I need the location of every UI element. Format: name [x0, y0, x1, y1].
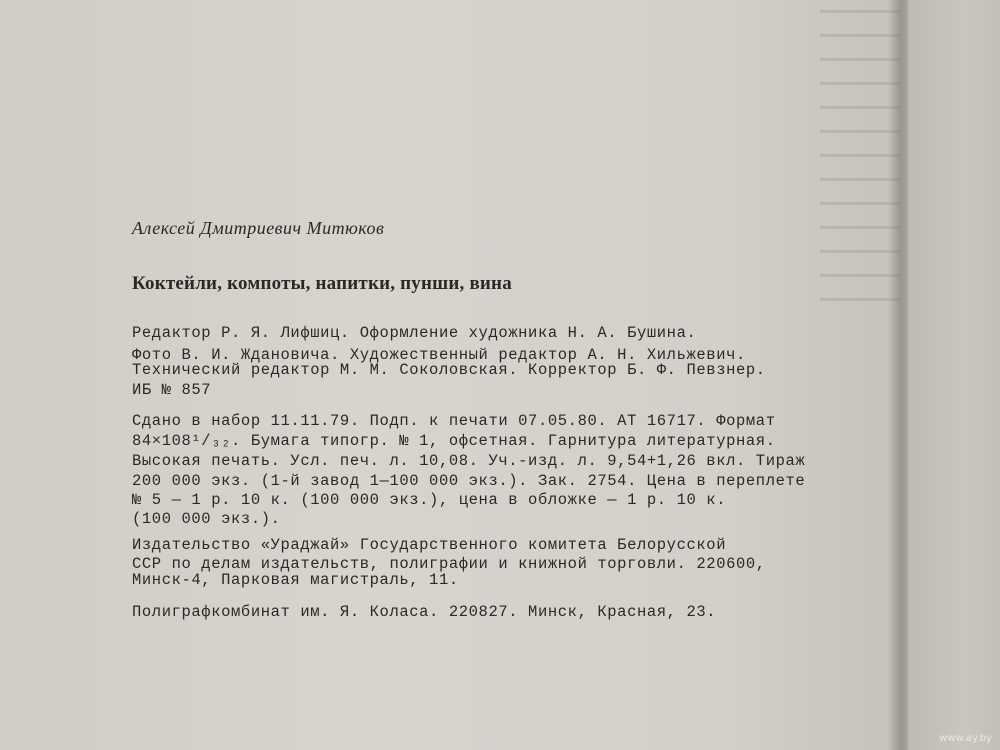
editorial-line-2: Фото В. И. Ждановича. Художественный редактор А. Н. Хильжевич. [132, 346, 746, 364]
adjacent-page [908, 0, 1000, 750]
editorial-line-1: Редактор Р. Я. Лифшиц. Оформление художника Н. А. Бушина. [132, 324, 697, 342]
printing-line-3: Высокая печать. Усл. печ. л. 10,08. Уч.-изд. л. 9,54+1,26 вкл. Тираж [132, 452, 806, 470]
watermark: www.ay.by [939, 733, 992, 744]
printing-line-4: 200 000 экз. (1-й завод 1—100 000 экз.). Зак. 2754. Цена в переплете [132, 472, 806, 490]
printing-line-6: (100 000 экз.). [132, 510, 281, 528]
printing-line-1: Сдано в набор 11.11.79. Подп. к печати 07.05.80. АТ 16717. Формат [132, 412, 776, 430]
printing-line-5: № 5 — 1 р. 10 к. (100 000 экз.), цена в обложке — 1 р. 10 к. [132, 491, 727, 509]
printing-line-2: 84×108¹/₃₂. Бумага типогр. № 1, офсетная. Гарнитура литературная. [132, 432, 776, 450]
editorial-line-4: ИБ № 857 [132, 381, 212, 399]
publisher-line-2: ССР по делам издательств, полиграфии и книжной торговли. 220600, [132, 555, 766, 573]
book-title: Коктейли, компоты, напитки, пунши, вина [132, 273, 512, 294]
publisher-line-3: Минск-4, Парковая магистраль, 11. [132, 571, 459, 589]
printer-line: Полиграфкомбинат им. Я. Коласа. 220827. Минск, Красная, 23. [132, 603, 717, 621]
author-name: Алексей Дмитриевич Митюков [132, 218, 385, 238]
editorial-line-3: Технический редактор М. М. Соколовская. Корректор Б. Ф. Певзнер. [132, 361, 766, 379]
publisher-line-1: Издательство «Ураджай» Государственного комитета Белорусской [132, 536, 727, 554]
